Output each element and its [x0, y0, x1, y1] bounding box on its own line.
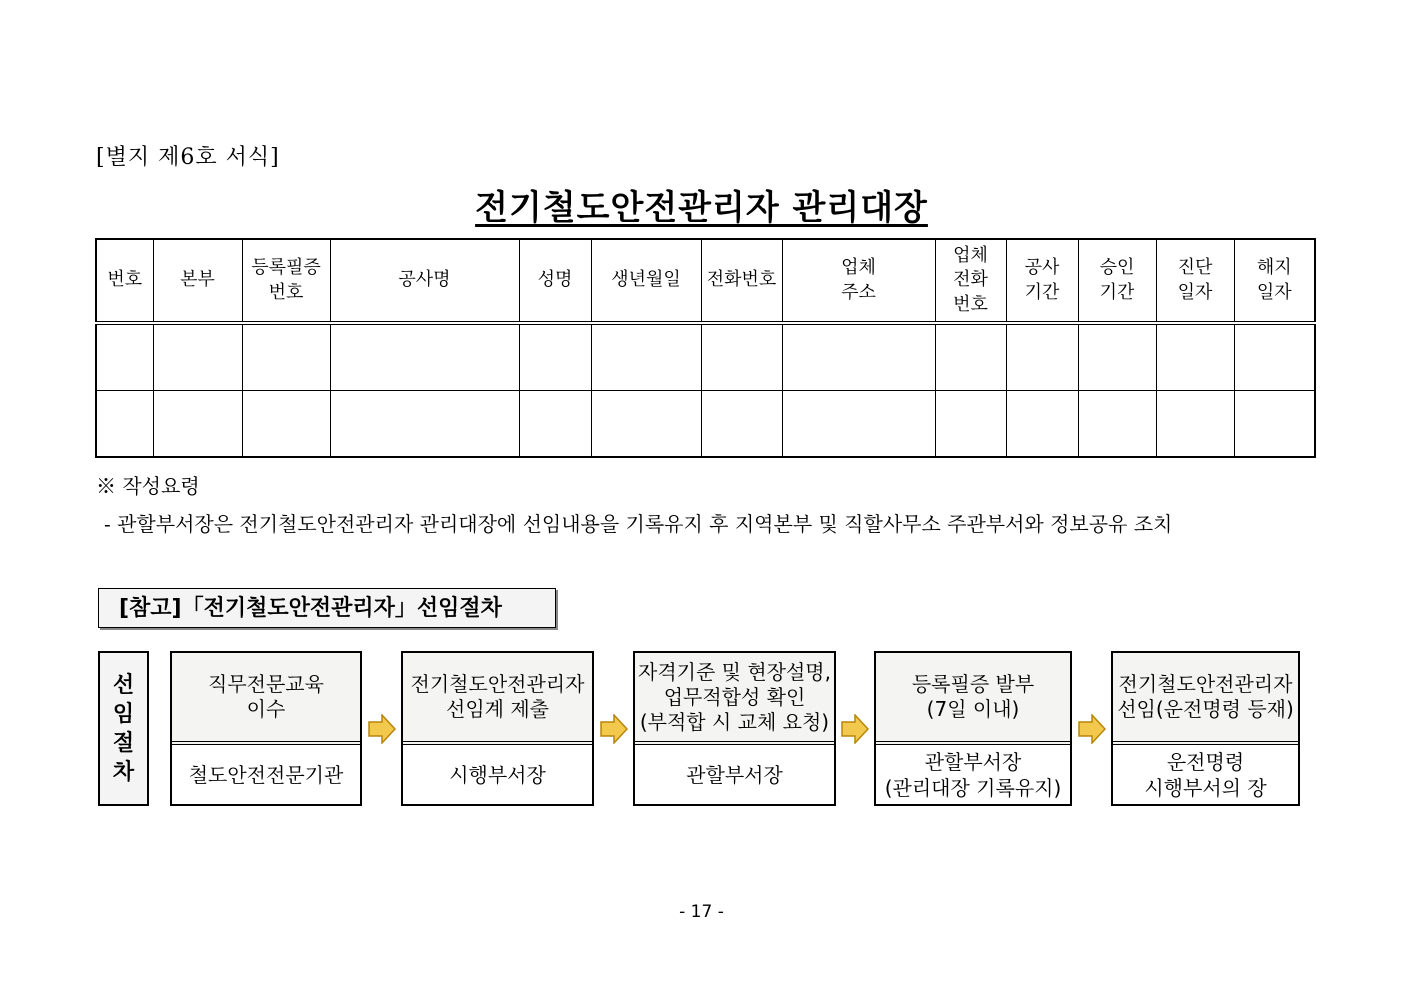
header-project-name: 공사명 [330, 239, 519, 323]
table-cell[interactable] [330, 323, 519, 390]
header-name: 성명 [519, 239, 591, 323]
arrow-right-icon [841, 714, 869, 744]
table-cell[interactable] [782, 323, 935, 390]
table-header-row [96, 239, 1315, 323]
table-row [96, 390, 1315, 457]
table-cell[interactable] [153, 390, 242, 457]
step-owner: 운전명령 시행부서의 장 [1144, 749, 1267, 800]
table-cell[interactable] [96, 323, 153, 390]
header-phone: 전화번호 [701, 239, 782, 323]
step-owner: 철도안전전문기관 [188, 762, 344, 787]
procedure-step-5 [1111, 651, 1300, 806]
instructions-heading: ※ 작성요령 [96, 474, 200, 498]
step-owner: 시행부서장 [449, 762, 546, 787]
header-company-phone: 업체 전화 번호 [935, 239, 1006, 323]
procedure-step-1 [170, 651, 362, 806]
document-title: 전기철도안전관리자 관리대장 [475, 188, 928, 228]
side-label-char: 선 [112, 672, 135, 698]
table-cell[interactable] [519, 390, 591, 457]
procedure-step-3 [633, 651, 836, 806]
step-owner: 관할부서장 [686, 762, 783, 787]
page-number: - 17 - [679, 902, 724, 922]
table-cell[interactable] [1006, 390, 1078, 457]
table-cell[interactable] [1078, 323, 1156, 390]
side-label-char: 절 [112, 730, 135, 756]
table-cell[interactable] [1234, 323, 1315, 390]
table-cell[interactable] [782, 390, 935, 457]
form-label: [별지 제6호 서식] [96, 145, 280, 170]
table-cell[interactable] [935, 323, 1006, 390]
step-task: 전기철도안전관리자 선임(운전명령 등재) [1113, 653, 1298, 745]
step-task: 자격기준 및 현장설명, 업무적합성 확인 (부적합 시 교체 요청) [635, 653, 834, 745]
arrow-right-icon [368, 714, 396, 744]
header-company-address: 업체 주소 [782, 239, 935, 323]
table-cell[interactable] [1234, 390, 1315, 457]
header-number: 번호 [96, 239, 153, 323]
table-cell[interactable] [701, 323, 782, 390]
table-cell[interactable] [935, 390, 1006, 457]
step-task: 등록필증 발부 (7일 이내) [876, 653, 1070, 745]
procedure-step-2 [401, 651, 594, 806]
header-diagnosis-date: 진단 일자 [1156, 239, 1234, 323]
table-cell[interactable] [591, 390, 701, 457]
table-cell[interactable] [330, 390, 519, 457]
arrow-right-icon [1078, 714, 1106, 744]
table-cell[interactable] [519, 323, 591, 390]
procedure-side-label [98, 651, 149, 806]
header-registration-number: 등록필증 번호 [242, 239, 330, 323]
table-cell[interactable] [242, 323, 330, 390]
header-termination-date: 해지 일자 [1234, 239, 1315, 323]
table-row [96, 323, 1315, 390]
step-owner: 관할부서장 (관리대장 기록유지) [884, 749, 1062, 800]
header-approval-period: 승인 기간 [1078, 239, 1156, 323]
table-cell[interactable] [96, 390, 153, 457]
instructions-text: - 관할부서장은 전기철도안전관리자 관리대장에 선임내용을 기록유지 후 지역본부 및 직할사무소 주관부서와 정보공유 조치 [104, 512, 1173, 536]
header-headquarters: 본부 [153, 239, 242, 323]
step-task: 전기철도안전관리자 선임계 제출 [403, 653, 592, 745]
table-cell[interactable] [242, 390, 330, 457]
table-cell[interactable] [1156, 390, 1234, 457]
table-cell[interactable] [153, 323, 242, 390]
table-cell[interactable] [591, 323, 701, 390]
header-birthdate: 생년월일 [591, 239, 701, 323]
header-construction-period: 공사 기간 [1006, 239, 1078, 323]
side-label-char: 임 [112, 701, 135, 727]
reference-title: [참고]「전기철도안전관리자」선임절차 [98, 588, 556, 628]
table-cell[interactable] [701, 390, 782, 457]
table-cell[interactable] [1006, 323, 1078, 390]
procedure-step-4 [874, 651, 1072, 806]
arrow-right-icon [600, 714, 628, 744]
step-task: 직무전문교육 이수 [172, 653, 360, 745]
side-label-char: 차 [112, 759, 135, 785]
table-cell[interactable] [1156, 323, 1234, 390]
table-cell[interactable] [1078, 390, 1156, 457]
register-table [95, 238, 1316, 458]
